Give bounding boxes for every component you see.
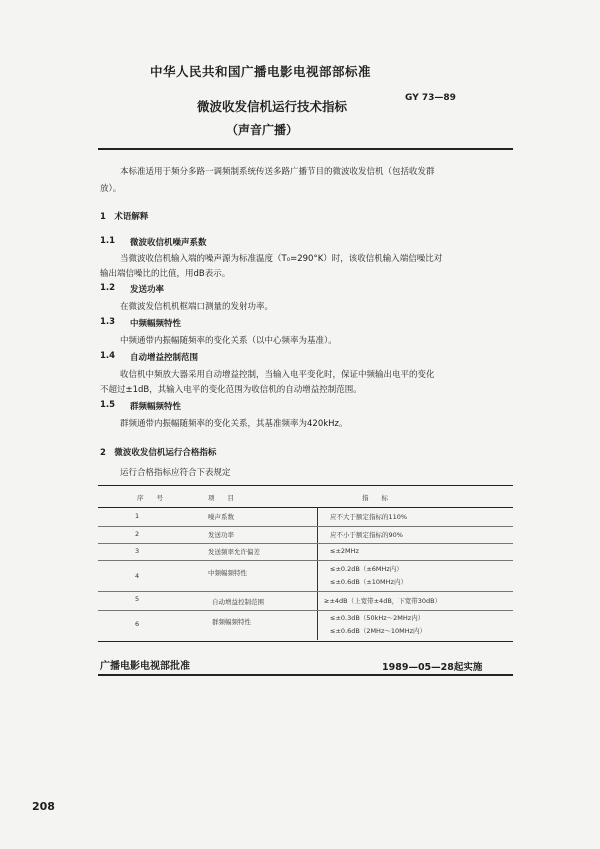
clause-1-1-body-line: 当微波收信机输入端的噪声源为标准温度（T₀=290°K）时，该收信机输入端信噪比对 [120, 254, 443, 264]
clause-1-3-body-line: 中频通带内振幅随频率的变化关系（以中心频率为基准）。 [120, 336, 337, 346]
row-number: 3 [135, 547, 140, 555]
row-divider [98, 610, 513, 611]
clause-1-4-body-line: 收信机中频放大器采用自动增益控制，当输入电平变化时，保证中频输出电平的变化 [120, 370, 435, 380]
row-item: 发送功率 [208, 531, 234, 539]
document-title: 微波收发信机运行技术指标 [197, 99, 348, 114]
row-value: ≥±4dB（上宽带±4dB，下宽带30dB） [324, 597, 442, 605]
document-subtitle: （声音广播） [226, 123, 299, 137]
section-1-heading: 1 术语解释 [100, 212, 149, 222]
clause-1-3-number: 1.3 [100, 317, 116, 327]
section-2-heading: 2 微波收发信机运行合格指标 [100, 448, 217, 458]
clause-1-3-title: 中频幅频特性 [130, 319, 182, 329]
page-number: 208 [32, 800, 55, 813]
approval-authority: 广播电影电视部批准 [100, 661, 190, 672]
row-value: ≤±0.2dB（±6MHz内） [330, 565, 403, 573]
row-item: 噪声系数 [208, 513, 234, 521]
row-number: 5 [135, 595, 140, 603]
clause-1-5-title: 群频幅频特性 [130, 402, 182, 412]
section-2-lead: 运行合格指标应符合下表规定 [120, 468, 231, 478]
table-header-number: 序 号 [137, 494, 163, 502]
row-divider [98, 591, 513, 592]
clause-1-2-title: 发送功率 [130, 285, 165, 295]
clause-1-5-body-line: 群频通带内振幅随频率的变化关系，其基准频率为420kHz。 [120, 419, 348, 429]
header-rule [98, 148, 513, 150]
row-number: 6 [135, 620, 140, 628]
row-item: 自动增益控制范围 [212, 598, 264, 606]
clause-1-2-body-line: 在微波发信机机框端口测量的发射功率。 [120, 302, 274, 312]
table-bottom-rule [98, 641, 513, 642]
row-value: ≤±0.3dB（50kHz～2MHz内） [330, 614, 425, 622]
row-value: ≤±2MHz [330, 547, 359, 555]
intro-line-2: 放）。 [100, 184, 122, 194]
table-header-item: 项 目 [208, 494, 234, 502]
issuing-authority: 中华人民共和国广播电影电视部部标准 [150, 64, 372, 79]
row-number: 4 [135, 572, 140, 580]
row-value: ≤±0.6dB（2MHz～10MHz内） [330, 627, 427, 635]
row-item: 发送频率允许偏差 [208, 548, 260, 556]
table-top-rule [98, 485, 513, 486]
clause-1-5-number: 1.5 [100, 400, 116, 410]
clause-1-2-number: 1.2 [100, 283, 116, 293]
intro-line-1: 本标准适用于频分多路一调频制系统传送多路广播节目的微波收发信机（包括收发群 [120, 167, 435, 177]
row-divider [98, 560, 513, 561]
standard-code: GY 73—89 [405, 93, 456, 103]
footer-rule [98, 674, 513, 676]
clause-1-4-number: 1.4 [100, 351, 116, 361]
row-value: 应不小于额定指标的90% [330, 531, 403, 539]
row-divider [98, 543, 513, 544]
row-number: 1 [135, 512, 140, 520]
row-value: 应不大于额定指标的110% [330, 513, 408, 521]
clause-1-1-body-line: 输出端信噪比的比值，用dB表示。 [100, 269, 231, 279]
row-number: 2 [135, 530, 140, 538]
table-header-rule [98, 507, 513, 508]
row-item: 群频幅频特性 [212, 618, 251, 626]
table-header-value: 指 标 [362, 494, 388, 502]
effective-date: 1989—05—28起实施 [382, 662, 483, 673]
clause-1-1-title: 微波收信机噪声系数 [130, 238, 207, 248]
clause-1-4-title: 自动增益控制范围 [130, 353, 199, 363]
clause-1-4-body-line: 不超过±1dB，其输入电平的变化范围为收信机的自动增益控制范围。 [100, 385, 362, 395]
row-value: ≤±0.6dB（±10MHz内） [330, 578, 407, 586]
row-item: 中频幅频特性 [208, 569, 247, 577]
clause-1-1-number: 1.1 [100, 236, 116, 246]
row-divider [98, 526, 513, 527]
